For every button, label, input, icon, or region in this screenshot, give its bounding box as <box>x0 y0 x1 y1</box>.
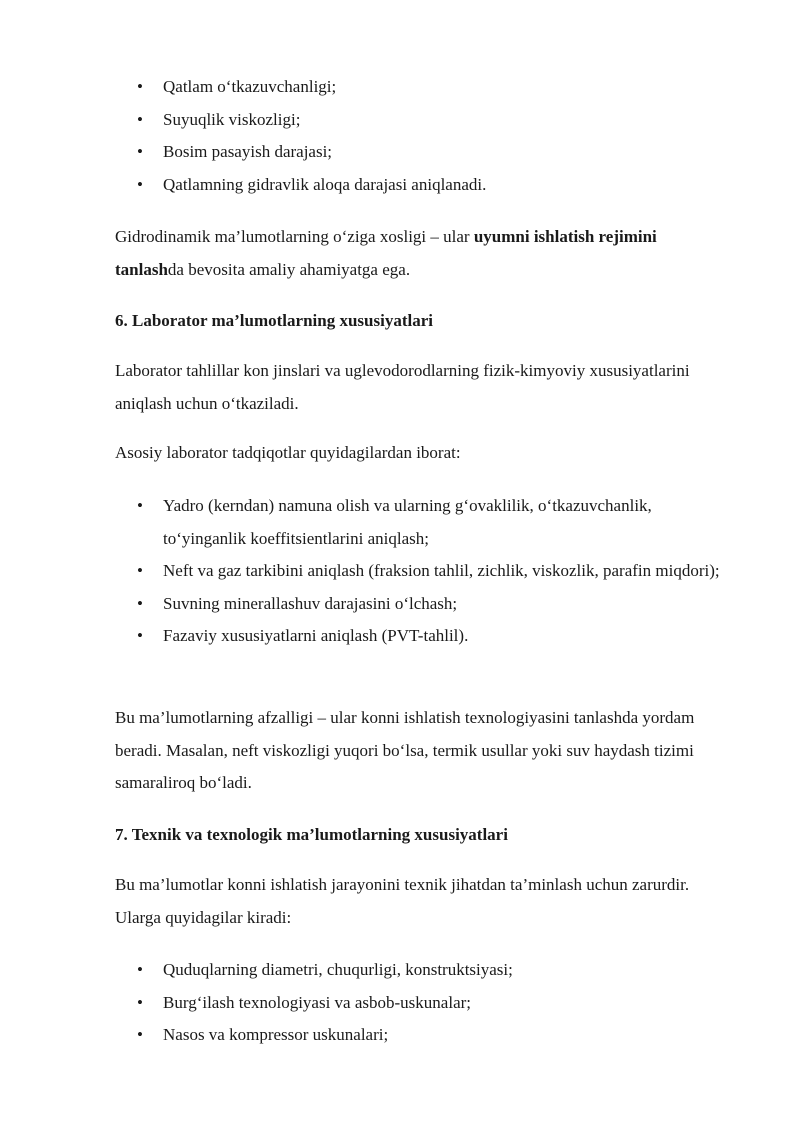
list-item: • Fazaviy xususiyatlarni aniqlash (PVT-tahlil). <box>0 620 723 653</box>
list-item: • Qatlam o‘tkazuvchanligi; <box>0 71 723 104</box>
technical-list <box>0 954 723 1052</box>
laboratory-list <box>0 490 723 653</box>
list-item: • Suvning minerallashuv darajasini o‘lchash; <box>0 588 723 621</box>
section-6-heading: 6. Laborator ma’lumotlarning xususiyatlari <box>115 311 433 330</box>
paragraph-text: Gidrodinamik ma’lumotlarning o‘ziga xosligi – ular <box>115 227 474 246</box>
section-6-lead: Asosiy laborator tadqiqotlar quyidagilardan iborat: <box>115 443 461 462</box>
section-7-heading: 7. Texnik va texnologik ma’lumotlarning xususiyatlari <box>115 825 508 844</box>
gidrodinamik-paragraph <box>115 221 725 286</box>
list-item: • Quduqlarning diametri, chuqurligi, konstruktsiyasi; <box>0 954 723 987</box>
list-item: • Neft va gaz tarkibini aniqlash (fraksion tahlil, zichlik, viskozlik, parafin miqdori); <box>0 555 723 588</box>
section-6-conclusion: Bu ma’lumotlarning afzalligi – ular konni ishlatish texnologiyasini tanlashda yordam beradi. Masalan, neft viskozligi yuqori bo‘lsa, termik usullar yoki suv haydash tizimi samaraliroq bo‘ladi. <box>115 708 695 792</box>
emphasis-text: uyumni ishlatish rejimini tanlash <box>115 227 657 279</box>
measurement-list <box>0 71 723 201</box>
section-6-intro: Laborator tahlillar kon jinslari va uglevodorodlarning fizik-kimyoviy xususiyatlarini aniqlash uchun o‘tkaziladi. <box>115 361 690 413</box>
paragraph-text: da bevosita amaliy ahamiyatga ega. <box>167 259 411 279</box>
list-item: • Yadro (kerndan) namuna olish va ularning g‘ovaklilik, o‘tkazuvchanlik, to‘yinganlik koeffitsientlarini aniqlash; <box>0 490 723 555</box>
list-item: • Suyuqlik viskozligi; <box>0 104 723 137</box>
section-7-intro: Bu ma’lumotlar konni ishlatish jarayonini texnik jihatdan ta’minlash uchun zarurdir. Ularga quyidagilar kiradi: <box>115 875 690 927</box>
list-item: • Bosim pasayish darajasi; <box>0 136 723 169</box>
list-item: • Burg‘ilash texnologiyasi va asbob-uskunalar; <box>0 987 723 1020</box>
list-item: • Nasos va kompressor uskunalari; <box>0 1019 723 1052</box>
list-item: • Qatlamning gidravlik aloqa darajasi aniqlanadi. <box>0 169 723 202</box>
